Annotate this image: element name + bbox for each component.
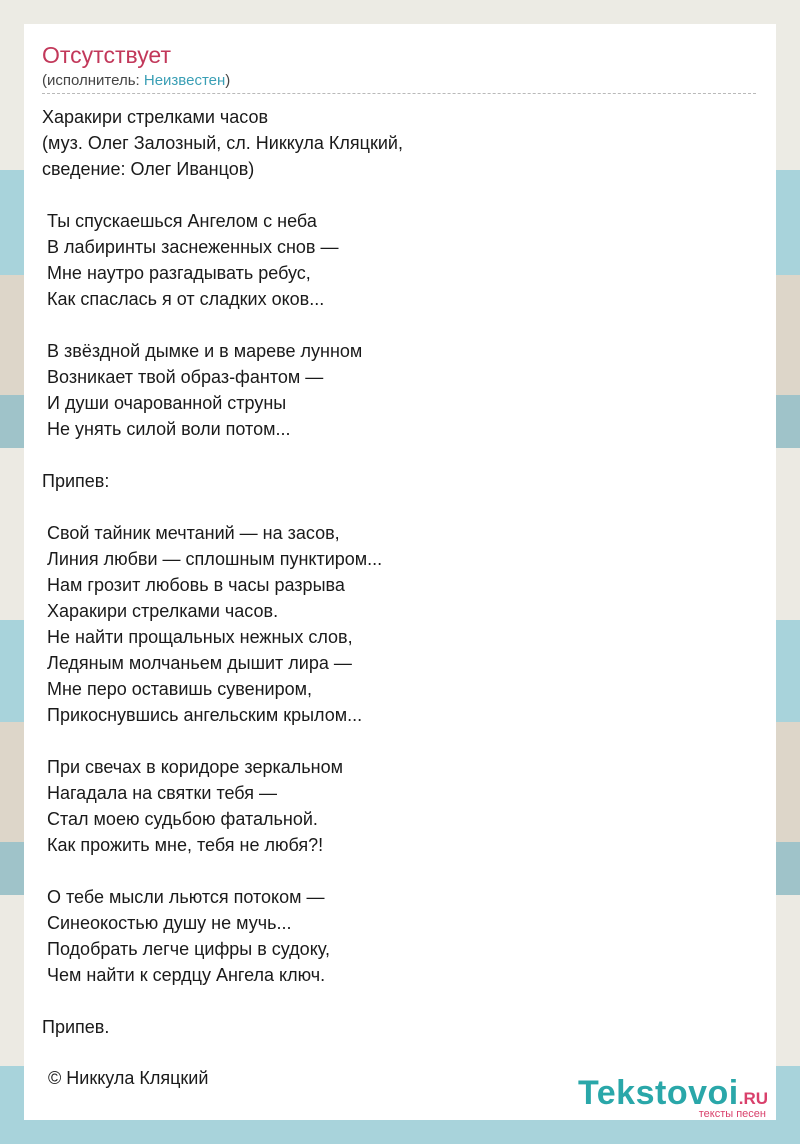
copyright: © Никкула Кляцкий xyxy=(48,1068,209,1088)
site-logo[interactable] xyxy=(578,1076,768,1120)
song-title: Отсутствует xyxy=(42,42,171,68)
artist-link[interactable]: Неизвестен xyxy=(143,72,226,89)
header-divider xyxy=(42,93,756,94)
logo-tld: .RU xyxy=(738,1089,768,1108)
artist-prefix: (исполнитель: xyxy=(42,72,144,89)
lyrics-card xyxy=(24,24,776,1120)
artist-line xyxy=(42,72,230,89)
artist-suffix: ) xyxy=(225,72,231,89)
logo-wordmark: Tekstovoi xyxy=(578,1074,739,1112)
logo-tagline: тексты песен xyxy=(698,1108,766,1120)
lyrics-text: Харакири стрелками часов (муз. Олег Залозный, сл. Никкула Кляцкий, сведение: Олег Иванцов) Ты спускаешься Ангелом с неба В лабиринты заснеженных снов — Мне наутро разгадывать ребус, Как спаслась я от сладких оков... В звёздной дымке и в мареве лунном Возникает твой образ-фантом — И души очарованной струны Не унять силой воли потом... Припев: Свой тайник мечтаний — на засов, Линия любви — сплошным пунктиром... Нам грозит любовь в часы разрыва Харакири стрелками часов. Не найти прощальных нежных слов, Ледяным молчаньем дышит лира — Мне перо оставишь сувениром, Прикоснувшись ангельским крылом... При свечах в коридоре зеркальном Нагадала на святки тебя — Стал моею судьбою фатальной. Как прожить мне, тебя не любя?! О тебе мысли льются потоком — Синеокостью душу не мучь... Подобрать легче цифры в судоку, Чем найти к сердцу Ангела ключ. Припев. xyxy=(42,107,403,1037)
